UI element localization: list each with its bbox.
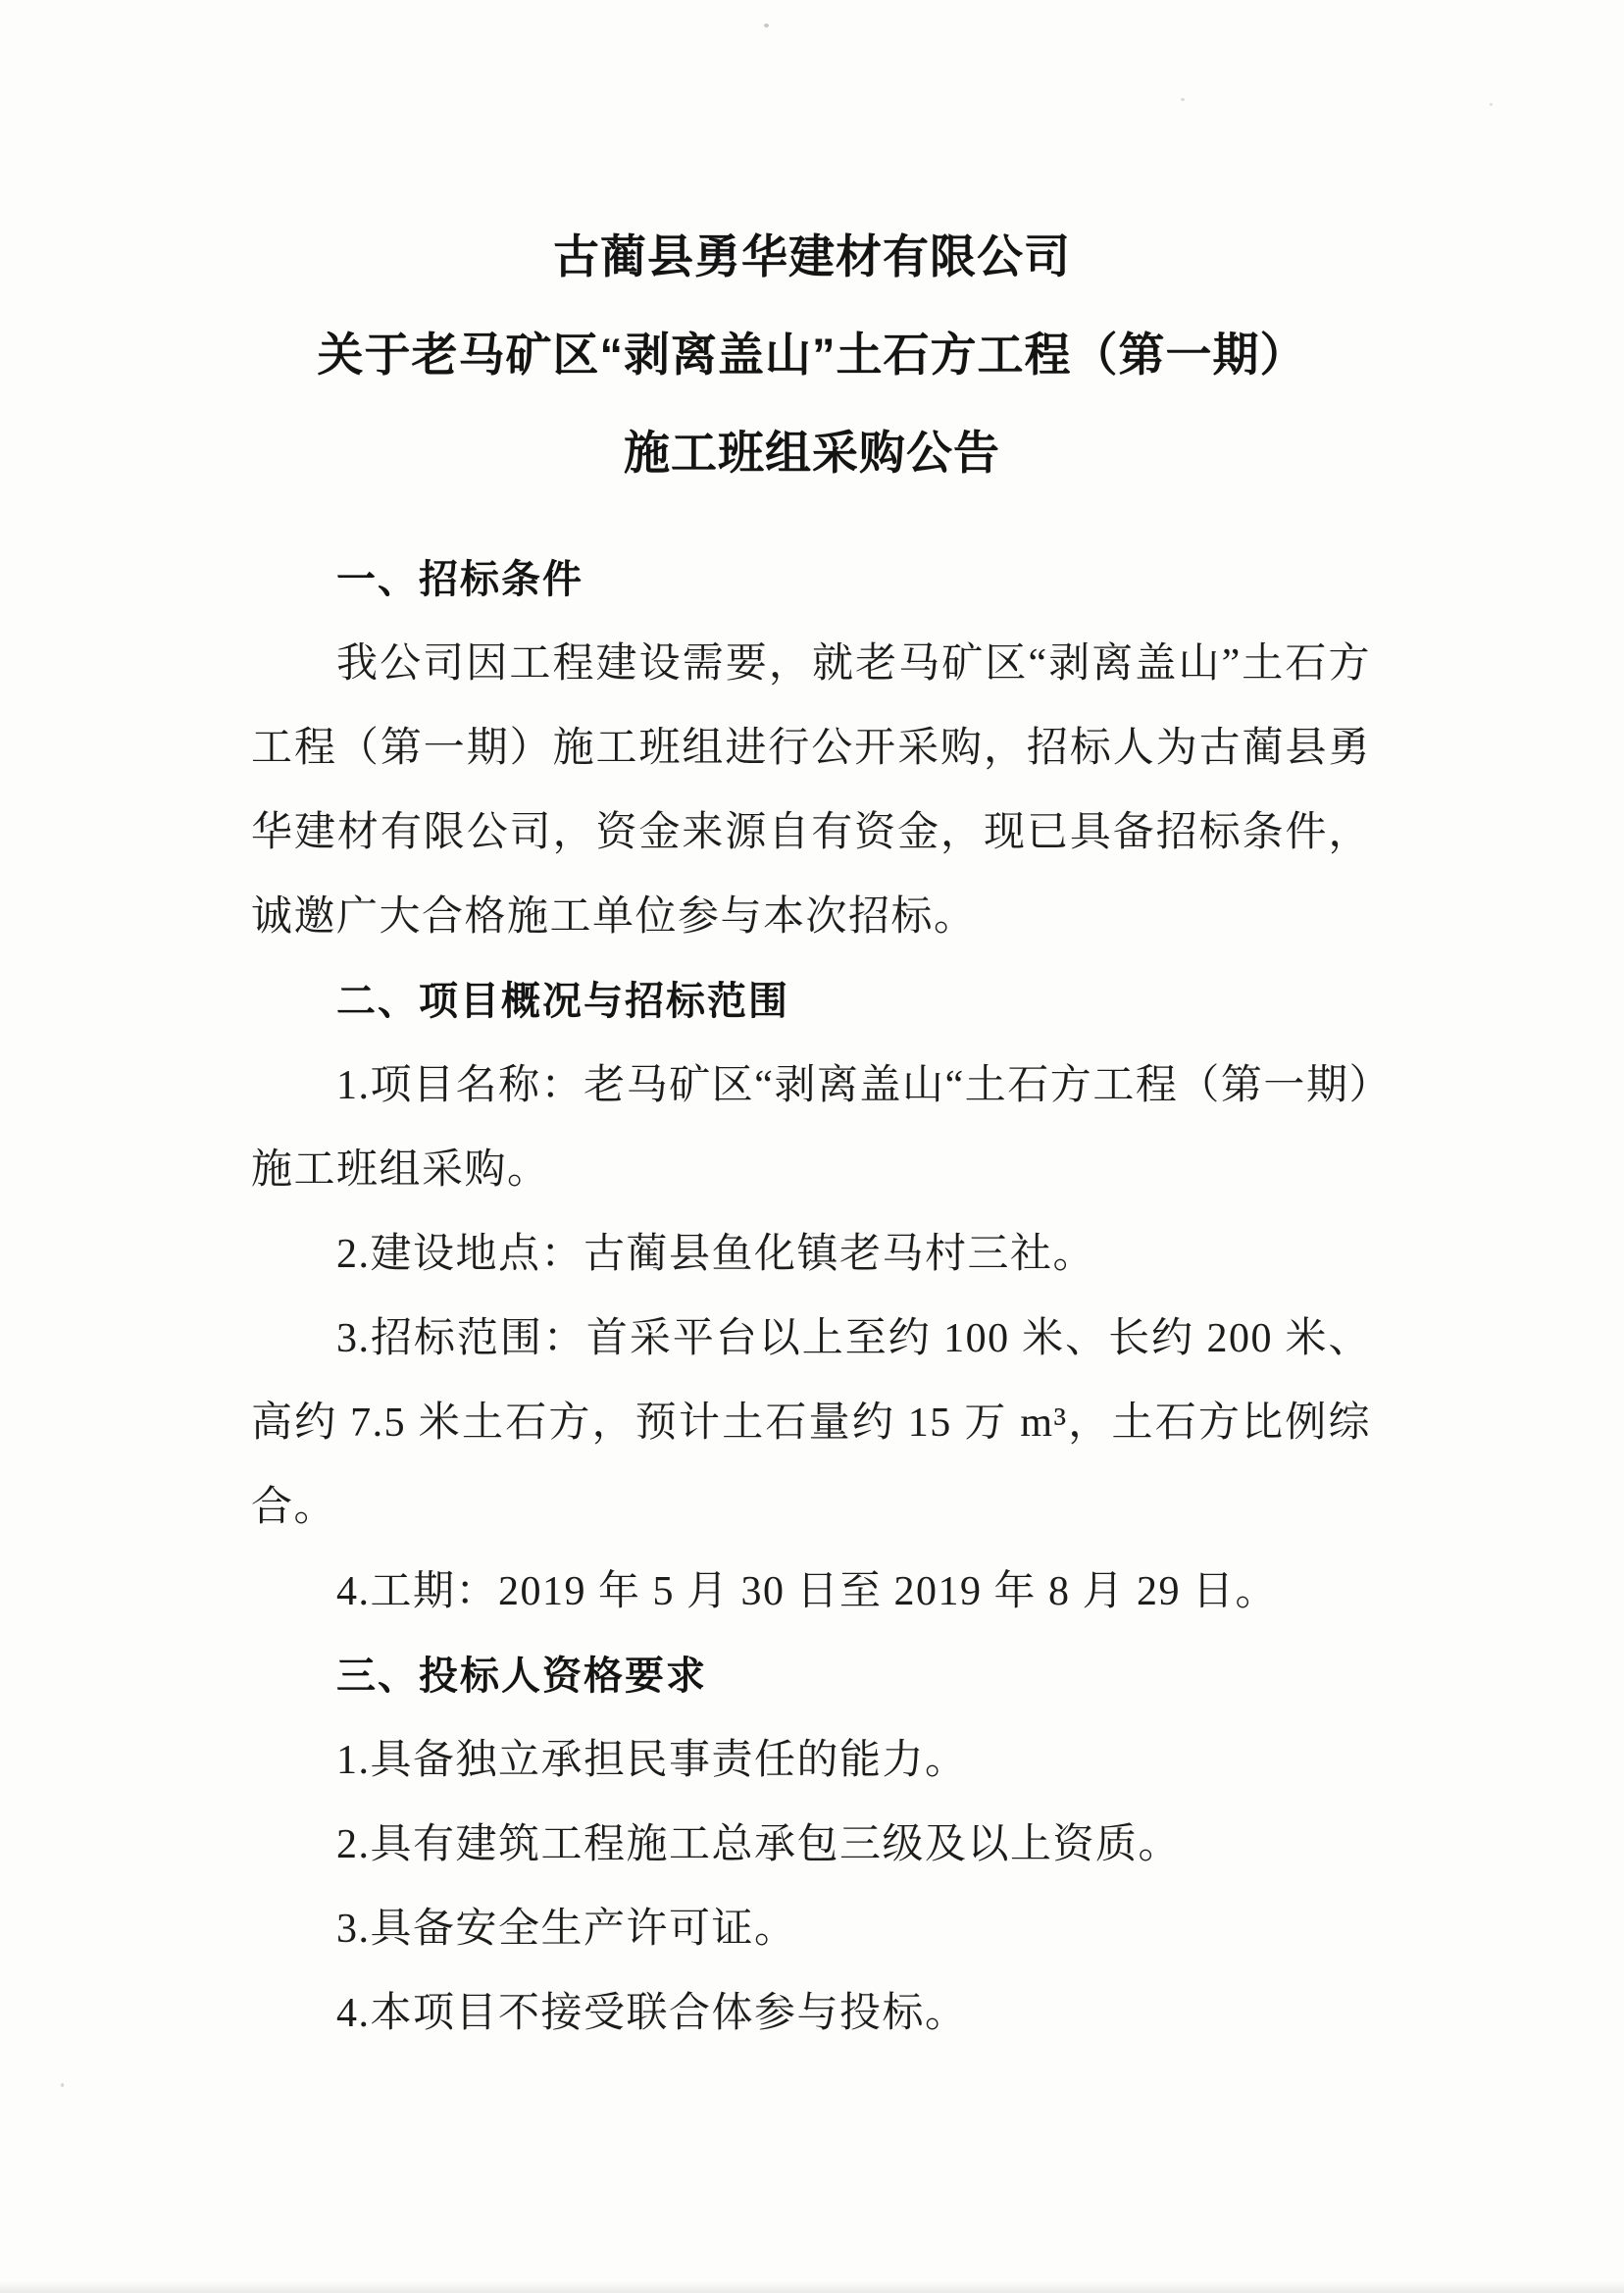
paragraph: 我公司因工程建设需要，就老马矿区“剥离盖山”土石方工程（第一期）施工班组进行公开采购，招标人为古蔺县勇华建材有限公司，资金来源自有资金，现已具备招标条件，诚邀广大合格施工单位参与本次招标。 — [251, 641, 1371, 940]
paragraph: 3.招标范围：首采平台以上至约 100 米、长约 200 米、高约 7.5 米土石方，预计土石量约 15 万 m³，土石方比例综合。 — [251, 1316, 1371, 1530]
scan-speck — [1181, 98, 1185, 101]
paragraph: 1.项目名称：老马矿区“剥离盖山“土石方工程（第一期）施工班组采购。 — [251, 1063, 1371, 1193]
title-line-company: 古蔺县勇华建材有限公司 — [553, 230, 1071, 282]
paragraph: 2.建设地点：古蔺县鱼化镇老马村三社。 — [336, 1232, 1096, 1277]
section-heading: 二、项目概况与招标范围 — [336, 980, 789, 1023]
scan-speck — [764, 24, 769, 27]
paragraph: 4.工期：2019 年 5 月 30 日至 2019 年 8 月 29 日。 — [336, 1569, 1279, 1614]
scan-speck — [1490, 103, 1493, 106]
paragraph: 1.具备独立承担民事责任的能力。 — [336, 1738, 968, 1783]
section-heading: 三、投标人资格要求 — [336, 1655, 707, 1698]
paragraph: 4.本项目不接受联合体参与投标。 — [336, 1991, 968, 2036]
title-line-project: 关于老马矿区“剥离盖山”土石方工程（第一期） — [317, 329, 1307, 381]
paragraph: 3.具备安全生产许可证。 — [336, 1907, 797, 1952]
document-title — [0, 208, 1624, 502]
section-heading: 一、招标条件 — [336, 558, 584, 601]
scan-speck — [61, 2083, 64, 2087]
paragraph: 2.具有建筑工程施工总承包三级及以上资质。 — [336, 1822, 1182, 1867]
scan-bottom-edge — [0, 2281, 1624, 2293]
document-body — [251, 537, 1371, 2056]
title-line-notice: 施工班组采购公告 — [624, 427, 1000, 479]
